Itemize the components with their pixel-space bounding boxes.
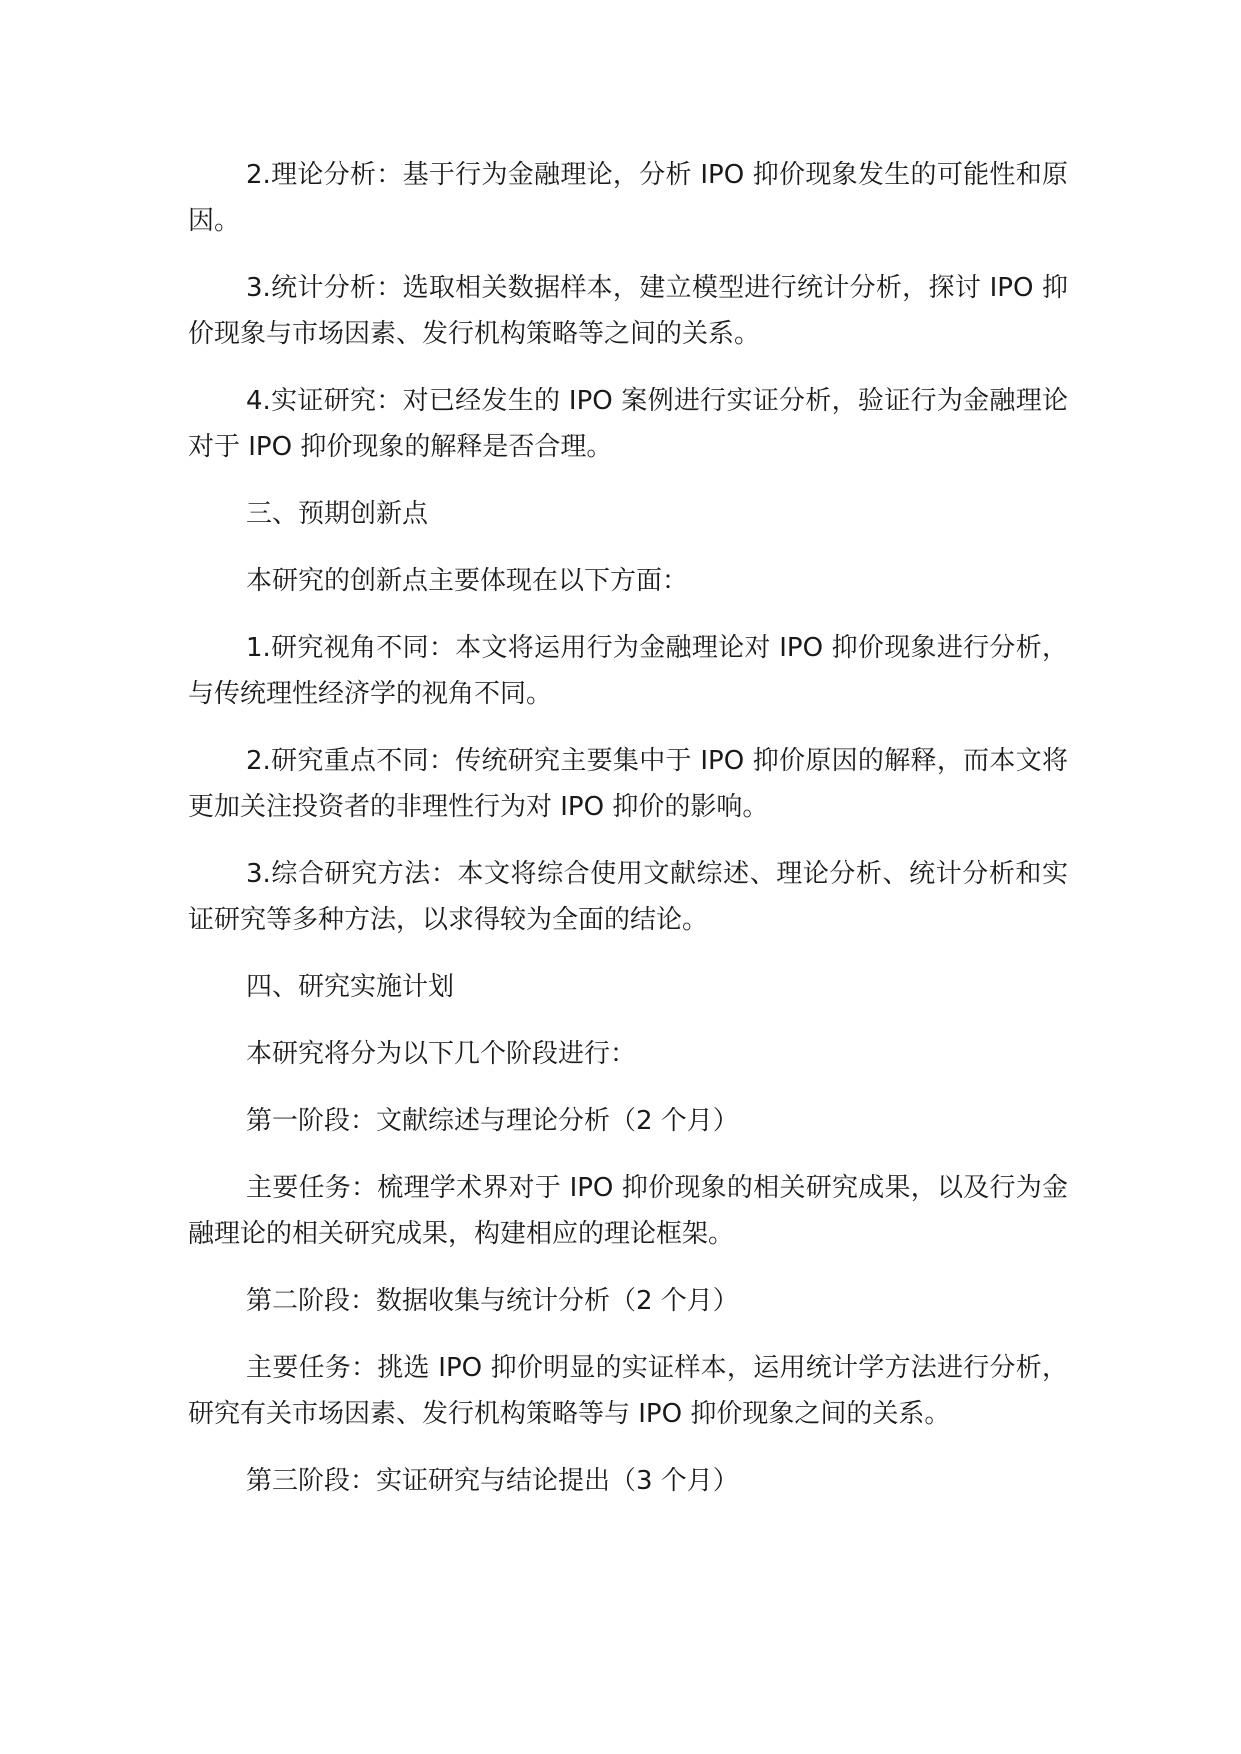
paragraph-plan-intro: 本研究将分为以下几个阶段进行： [246, 1039, 637, 1069]
paragraph-innovation-perspective: 1.研究视角不同：本文将运用行为金融理论对 IPO 抑价现象进行分析，与传统理性经济学的视角不同。 [188, 633, 1068, 709]
paragraph-innovation-methods: 3.综合研究方法：本文将综合使用文献综述、理论分析、统计分析和实证研究等多种方法，以求得较为全面的结论。 [188, 859, 1068, 935]
paragraph-stage-two-tasks: 主要任务：挑选 IPO 抑价明显的实证样本，运用统计学方法进行分析，研究有关市场因素、发行机构策略等与 IPO 抑价现象之间的关系。 [188, 1353, 1068, 1429]
paragraph-statistical-analysis: 3.统计分析：选取相关数据样本，建立模型进行统计分析，探讨 IPO 抑价现象与市场因素、发行机构策略等之间的关系。 [188, 273, 1068, 349]
paragraph-stage-three: 第三阶段：实证研究与结论提出（3 个月） [246, 1466, 739, 1496]
paragraph-innovation-focus: 2.研究重点不同：传统研究主要集中于 IPO 抑价原因的解释，而本文将更加关注投资者的非理性行为对 IPO 抑价的影响。 [188, 746, 1068, 822]
section-heading-innovation: 三、预期创新点 [246, 499, 429, 529]
paragraph-stage-two: 第二阶段：数据收集与统计分析（2 个月） [246, 1286, 739, 1316]
paragraph-theory-analysis: 2.理论分析：基于行为金融理论，分析 IPO 抑价现象发生的可能性和原因。 [188, 160, 1068, 236]
paragraph-empirical-research: 4.实证研究：对已经发生的 IPO 案例进行实证分析，验证行为金融理论对于 IPO 抑价现象的解释是否合理。 [188, 386, 1068, 462]
paragraph-stage-one-tasks: 主要任务：梳理学术界对于 IPO 抑价现象的相关研究成果，以及行为金融理论的相关研究成果，构建相应的理论框架。 [188, 1173, 1068, 1249]
section-heading-plan: 四、研究实施计划 [246, 972, 455, 1002]
document-page [188, 152, 1068, 1525]
paragraph-stage-one: 第一阶段：文献综述与理论分析（2 个月） [246, 1106, 739, 1136]
paragraph-innovation-intro: 本研究的创新点主要体现在以下方面： [246, 566, 689, 596]
